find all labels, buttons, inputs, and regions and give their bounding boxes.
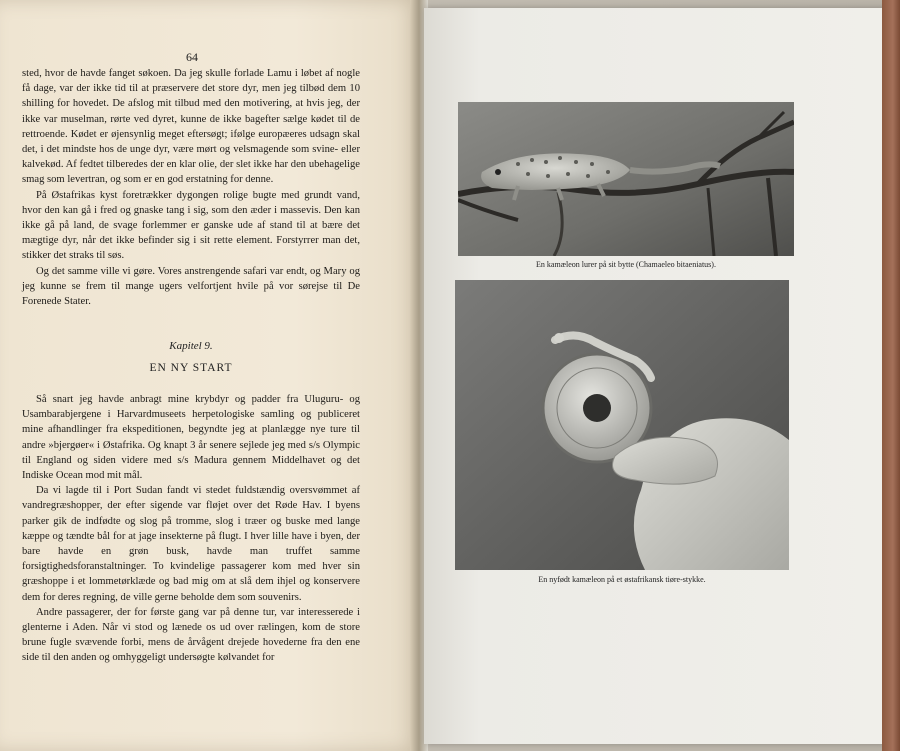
chapter-title: EN NY START — [149, 362, 233, 374]
paragraph: Og det samme ville vi gøre. Vores anstrengende safari var endt, og Mary og jeg kunne se frem til mange ugers velfortjent hvile på vor sørejse til De Forenede Stater. — [22, 265, 360, 308]
paragraph: sted, hvor de havde fanget søkoen. Da jeg skulle forlade Lamu i løbet af nogle få dage, var der ikke tid til at præservere det store dyr, men jeg tilbød dem 10 shilling for hovedet. De afslog mit tilbud med den motivering, at hvis jeg, der ikke var muselman, rørte ved dyret, kunne de ikke bagefter sælge kødet til de rettroende. Kødet er øjensynlig meget eftersøgt; ifølge europæeres udsagn skal det, i det mindste hos de unge dyr, være mørt og velsmagende som svine- eller kalvekød. Af fedtet tilberedes der en klar olie, der slet ikke har den ubehagelige smag som levertran, og som er en god erstatning for denne. — [22, 68, 360, 186]
chameleon-coin-photo — [455, 280, 789, 570]
paragraph: Så snart jeg havde anbragt mine krybdyr og padder fra Uluguru- og Usambarabjergene i Harvardmuseets herpetologiske samling og publiceret mine afhandlinger fra ekspeditionen, begyndte jeg at planlægge nye ture til andre »bjergøer« i Østafrika. Og knapt 3 år senere sejlede jeg med s/s Olympic til England og siden videre med s/s Madura gennem Middelhavet og det Indiske Ocean mod mit mål. — [22, 394, 360, 482]
chameleon-branch-photo — [458, 102, 794, 256]
text-block-top — [22, 66, 360, 309]
text-block-bottom — [22, 392, 360, 666]
page-number: 64 — [186, 50, 198, 64]
book-cover-edge — [882, 0, 900, 751]
paragraph: Andre passagerer, der for første gang var på denne tur, var interesserede i glenterne i Aden. Når vi stod og lænede os ud over rælingen, kom de store brune fugle svævende forbi, mens de årvågent drejede hovederne fra den ene side til den anden og omhyggeligt undersøgte kølvandet for — [22, 606, 360, 664]
paragraph: Da vi lagde til i Port Sudan fandt vi stedet fuldstændig oversvømmet af vandregræshopper, der efter sigende var fløjet over det Røde Hav. I byens parker gik de indfødte og slog på tromme, slog i træer og buske med lange kæppe og tændte bål for at jage insekterne på flugt. I hver lille have i byen, der bare havde en grøn busk, havde man truffet samme forsigtighedsforanstaltninger. To kvindelige passagerer kom med hver sin græshoppe i et lommetørklæde og bad mig om at slå dem ihjel og konservere dem for deres regning, de ville gerne beholde dem som souvenirs. — [22, 485, 360, 603]
photo-caption-bottom: En nyfødt kamæleon på et østafrikansk tiøre-stykke. — [538, 575, 706, 584]
paragraph: På Østafrikas kyst foretrækker dygongen rolige bugte med grundt vand, hvor den kan gå i fred og gnaske tang i sig, som den æder i massevis. Den kan ikke gå på land, de svage forlemmer er ganske ude af stand til at bære det mægtige dyr, når det ikke befinder sig i sit rette element. Forstyrrer man det, stikker det straks til søs. — [22, 189, 360, 262]
chapter-label: Kapitel 9. — [169, 340, 213, 352]
photo-caption-top: En kamæleon lurer på sit bytte (Chamaeleo bitaeniatus). — [536, 260, 716, 269]
